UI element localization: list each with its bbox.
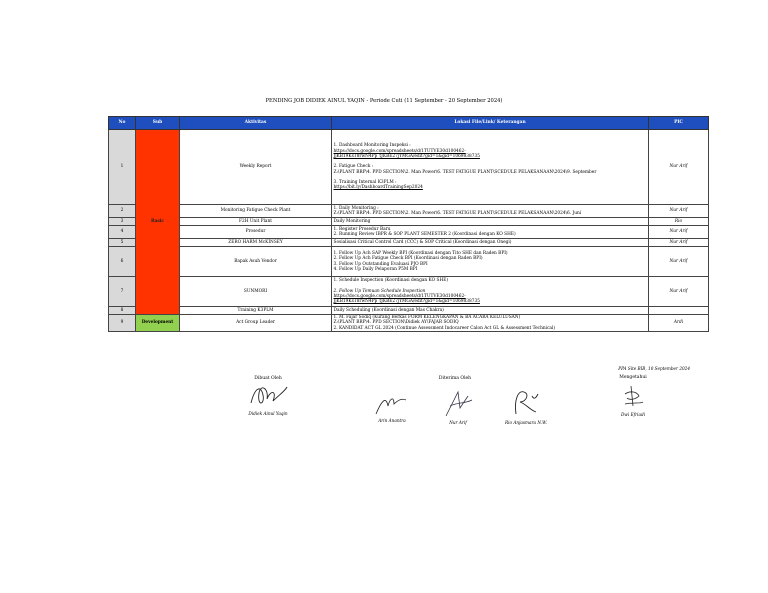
info-cell [332, 205, 649, 218]
info-line[interactable]: JjKB19KsT8rwN4Pp_tJKBE27jYMGA/edit?gid=1&gid=1069838735 [333, 154, 480, 160]
activity-cell: ZERO HARM McKINSEY [180, 239, 332, 247]
row-number: 6 [109, 247, 136, 277]
sub-development-cell: Development [136, 315, 180, 332]
receiver-name-1: Arin Anantra [378, 418, 406, 423]
page-title: PENDING JOB DIDIEK AINUL YAQIN - Periode Cuti (11 September - 20 September 2024) [265, 98, 503, 104]
table-row [109, 205, 709, 218]
sub-basic-cell: Basic [136, 130, 180, 315]
info-cell [332, 218, 649, 226]
table-row [109, 239, 709, 247]
info-line: 1. Register Prosedur Baru [333, 226, 391, 232]
pic-cell: Rio [649, 218, 709, 226]
info-line: Z:\PLANT BRP\4. PPD SECTION\2. Man Power\6. TEST FATIGUE PLANT\SCEDULE PELAKSANAAN\2024\9. September [333, 169, 597, 175]
receiver-1-block [370, 390, 414, 423]
info-line[interactable]: https://bit.ly/DashboardTrainingSep2024 [333, 185, 423, 191]
received-by-label: Diterima Oleh [438, 376, 472, 381]
pending-job-table [108, 116, 709, 332]
info-line: 3. Training Internal K3PLM : [333, 179, 397, 185]
info-line: 2. Follow Up Temuan Schedule Inspection [333, 288, 426, 294]
acknowledged-block [608, 375, 658, 417]
signature-dwi [613, 380, 653, 412]
info-line: 2. Running Review IBPR & SOP PLANT SEMESTER 2 (Koordinasi dengan KO SHE) [333, 232, 516, 237]
info-cell [332, 130, 649, 205]
table-row [109, 226, 709, 239]
signature-didiek [243, 381, 293, 411]
made-by-block [238, 376, 298, 416]
header-no: No [109, 117, 136, 130]
info-line: Z:\PLANT BRP\4. PPD SECTION\Didiek AY\FAJAR SODIQ [333, 320, 459, 326]
pic-cell: Ardi [649, 315, 709, 332]
info-line: 2. Fatigue Check : [333, 164, 374, 170]
table-row [109, 247, 709, 277]
pic-cell: Nur Arif [649, 277, 709, 307]
activity-cell: Act Group Leader [180, 315, 332, 332]
row-number: 9 [109, 315, 136, 332]
info-line: 4. Follow Up Daily Pelaporan P5M BPI [333, 266, 418, 272]
receiver-3-block [496, 386, 556, 425]
pic-cell: Nur Arif [649, 205, 709, 218]
info-cell [332, 315, 649, 332]
approver-name: Dwi Efriadi [620, 412, 646, 417]
activity-cell: Training K3PLM [180, 307, 332, 315]
table-header-row [109, 117, 709, 130]
pic-cell: Nur Arif [649, 226, 709, 239]
info-line: Daily Scheduling (Koordinasi dengan Mas Chakra) [333, 307, 444, 313]
info-line[interactable]: https://docs.google.com/spreadsheets/d/1TUTVE30d100462- [333, 294, 466, 299]
info-line: Daily Monitoring [333, 218, 371, 224]
receiver-name-3: Rio Anjasmara N.W. [505, 420, 547, 425]
activity-cell: Monitoring Fatigue Check Plant [180, 205, 332, 218]
info-line[interactable]: https://docs.google.com/spreadsheets/d/1TUTVE30d100462- [333, 148, 466, 154]
info-cell [332, 247, 649, 277]
info-line: 1. Schedule Inspection (Koordinasi dengan KO SHE) [333, 278, 449, 284]
info-line: 3. Follow Up Outstanding Evaluasi PJO BPI [333, 261, 428, 267]
received-by-label-block [420, 376, 490, 381]
receiver-name-2: Nur Arif [449, 420, 467, 425]
acknowledged-label: Mengetahui [619, 375, 647, 380]
activity-cell: Weekly Report [180, 130, 332, 205]
pic-cell: Nur Arif [649, 239, 709, 247]
header-info: Lokasi File/Link/ Keterangan [332, 117, 649, 130]
info-line: 1. Follow Up Ach SAP Weekly BPI (Koordinasi dengan Tito SHE dan Raden BPI) [333, 250, 508, 256]
info-cell [332, 277, 649, 307]
info-cell [332, 239, 649, 247]
row-number: 4 [109, 226, 136, 239]
header-activity: Aktivitas [180, 117, 332, 130]
pic-cell [649, 307, 709, 315]
info-line[interactable]: JjKB19KsT8rwN4Pp_tJKBE27jYMGA/edit?gid=1&gid=1069838735 [333, 299, 480, 305]
pic-cell: Nur Arif [649, 130, 709, 205]
header-sub: Sub [136, 117, 180, 130]
signature-nur-arif [438, 388, 478, 420]
info-line: 2. Follow Up Ach Fatigue Check BPI (Koordinasi dengan Raden BPI) [333, 256, 483, 262]
table-row [109, 307, 709, 315]
row-number: 8 [109, 307, 136, 315]
info-line: 1. Dashboard Monitoring Inspeksi : [333, 143, 411, 149]
info-line: Z:\PLANT BRP\4. PPD SECTION\2. Man Power\6. TEST FATIGUE PLANT\SCEDULE PELAKSANAAN\2024\6. Juni [333, 211, 582, 216]
table-row [109, 315, 709, 332]
info-cell [332, 307, 649, 315]
info-line: 2. KANDIDAT ACT GL 2024 (Continue Assessment Indocareer Calon Act GL & Assessment Technical) [333, 325, 556, 331]
table-row [109, 130, 709, 205]
activity-cell: Bapak Asuh Vendor [180, 247, 332, 277]
maker-name: Didiek Ainul Yaqin [248, 411, 288, 416]
table-row [109, 218, 709, 226]
header-pic: PIC [649, 117, 709, 130]
receiver-2-block [436, 388, 480, 425]
row-number: 1 [109, 130, 136, 205]
made-by-label: Dibuat Oleh [254, 376, 282, 381]
row-number: 2 [109, 205, 136, 218]
info-line: Sosialisasi Critical Control Card (CCC) & SOP Critical (Koordinasi dengan Onegi) [333, 239, 512, 245]
info-cell [332, 226, 649, 239]
date-line: PPA Site BIB, 10 September 2024 [618, 366, 690, 371]
activity-cell: SUNMORI [180, 277, 332, 307]
activity-cell: Prosedur [180, 226, 332, 239]
table-row [109, 277, 709, 307]
signature-arin [372, 390, 412, 418]
pic-cell: Nur Arif [649, 247, 709, 277]
info-line: 1. M. Fajar Sodiq (Kurang Berkas FORM KELENGKAPAN & BA ACARA KELULUSAN) [333, 315, 521, 321]
row-number: 7 [109, 277, 136, 307]
activity-cell: F2H Unit Plant [180, 218, 332, 226]
row-number: 5 [109, 239, 136, 247]
info-line: 1. Daily Monitoring : [333, 205, 379, 211]
signature-rio [506, 386, 546, 420]
row-number: 3 [109, 218, 136, 226]
